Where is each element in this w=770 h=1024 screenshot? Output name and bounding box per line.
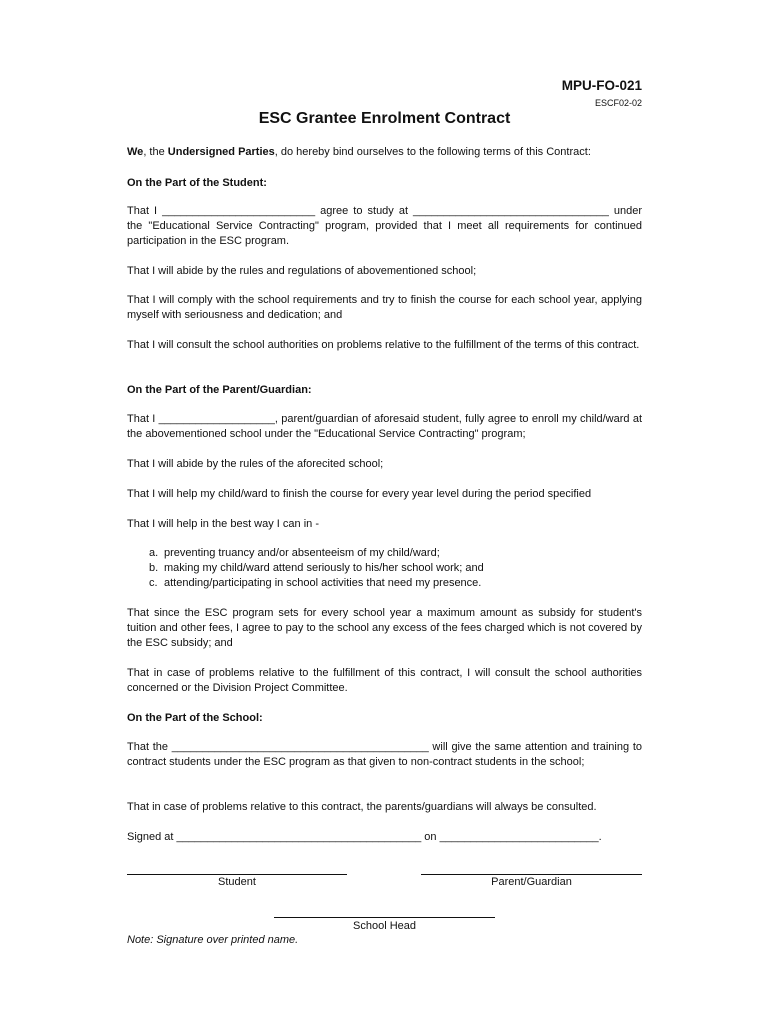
school-paragraph-2: That in case of problems relative to this contract, the parents/guardians will always be consulted.: [127, 801, 597, 813]
parent-heading: On the Part of the Parent/Guardian:: [127, 384, 312, 396]
student-paragraph-4: That I will consult the school authorities on problems relative to the fulfillment of the terms of this contract.: [127, 339, 640, 351]
school-head-label: School Head: [353, 920, 416, 932]
parent-paragraph-2: That I will abide by the rules of the aforecited school;: [127, 458, 384, 470]
form-sub-code: ESCF02-02: [594, 98, 642, 108]
student-paragraph-2: That I will abide by the rules and regulations of abovementioned school;: [127, 265, 477, 277]
signed-at-line: Signed at ________________________________________ on __________________________.: [127, 831, 602, 843]
student-paragraph-1: That I _________________________ agree to study at ________________________________ under the "Educational Service Contracting" program, provided that I meet all requirements for continued participation in the ESC program.: [127, 205, 642, 247]
school-paragraph-1: That the __________________________________________ will give the same attention and training to contract students under the ESC program as that given to non-contract students in the school;: [127, 741, 642, 768]
parent-paragraph-4: That I will help in the best way I can in -: [127, 518, 319, 530]
list-text: attending/participating in school activities that need my presence.: [164, 577, 482, 589]
parent-paragraph-1: That I ___________________, parent/guardian of aforesaid student, fully agree to enroll my child/ward at the abovementioned school under the "Educational Service Contracting" program;: [127, 413, 642, 440]
list-text: making my child/ward attend seriously to his/her school work; and: [164, 562, 484, 574]
document-title: ESC Grantee Enrolment Contract: [258, 110, 511, 127]
form-code: MPU-FO-021: [561, 78, 642, 93]
student-label: Student: [218, 876, 256, 888]
parent-label: Parent/Guardian: [491, 876, 572, 888]
list-marker: a.: [149, 547, 159, 559]
parent-signature-line: [421, 874, 642, 875]
help-list: [149, 546, 484, 591]
intro-paragraph: [127, 145, 642, 160]
signature-note: Note: Signature over printed name.: [127, 934, 299, 946]
school-head-signature-line: [274, 917, 495, 918]
list-item: [149, 576, 484, 591]
list-text: preventing truancy and/or absenteeism of my child/ward;: [164, 547, 440, 559]
list-marker: b.: [149, 562, 159, 574]
intro-parties: Undersigned Parties: [167, 146, 275, 158]
intro-the: , the: [143, 146, 168, 158]
intro-rest: , do hereby bind ourselves to the following terms of this Contract:: [274, 146, 591, 158]
school-heading: On the Part of the School:: [127, 712, 263, 724]
list-item: [149, 561, 484, 576]
student-paragraph-3: That I will comply with the school requirements and try to finish the course for each school year, applying myself with seriousness and dedication; and: [127, 294, 642, 321]
student-heading: On the Part of the Student:: [127, 177, 267, 189]
parent-paragraph-3: That I will help my child/ward to finish the course for every year level during the period specified: [127, 488, 592, 500]
list-marker: c.: [149, 577, 158, 589]
parent-paragraph-5: That since the ESC program sets for every school year a maximum amount as subsidy for student's tuition and other fees, I agree to pay to the school any excess of the fees charged which is not covered by the ESC subsidy; and: [127, 607, 642, 649]
student-signature-line: [127, 874, 347, 875]
parent-paragraph-6: That in case of problems relative to the fulfillment of this contract, I will consult the school authorities concerned or the Division Project Committee.: [127, 667, 642, 694]
intro-we: We: [127, 146, 144, 158]
list-item: [149, 546, 484, 561]
